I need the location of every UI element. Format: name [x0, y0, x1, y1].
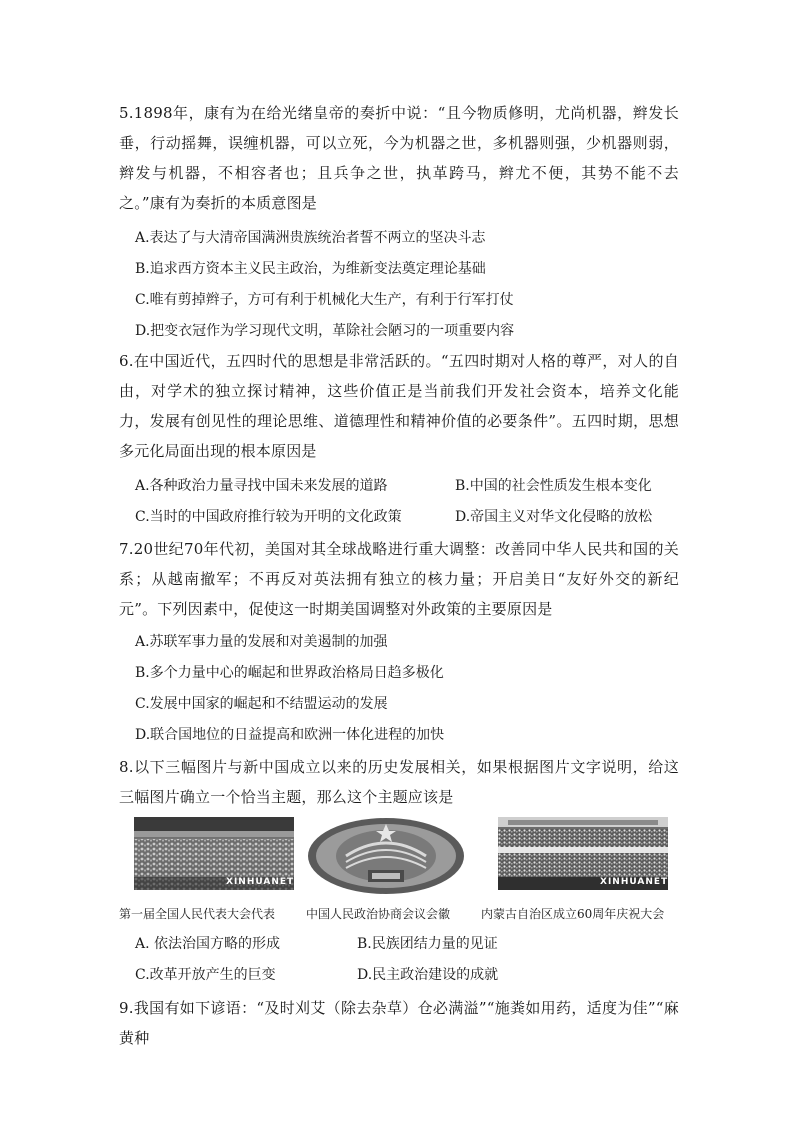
question-7-stem: 7.20世纪70年代初，美国对其全球战略进行重大调整：改善同中华人民共和国的关系；从越南撤军；不再反对英法拥有独立的核力量；开启美日“友好外交的新纪元”。下列因素中，促使这一时期美国调整对外政策的主要原因是: [119, 540, 679, 618]
question-6-stem: 6.在中国近代，五四时代的思想是非常活跃的。“五四时期对人格的尊严，对人的自由，对学术的独立探讨精神，这些价值正是当前我们开发社会资本，培养文化能力，发展有创见性的理论思维、道德理性和精神价值的必要条件”。五四时期，思想多元化局面出现的根本原因是: [119, 352, 679, 460]
question-9-stem: 9.我国有如下谚语：“及时刈艾（除去杂草）仓必满溢”“施粪如用药，适度为佳”“麻黄种: [119, 999, 679, 1047]
question-8-option-b: B.民族团结力量的见证: [357, 936, 498, 952]
question-5-option-d: D.把变衣冠作为学习现代文明，革除社会陋习的一项重要内容: [135, 323, 515, 339]
question-8-stem: 8.以下三幅图片与新中国成立以来的历史发展相关，如果根据图片文字说明，给这三幅图片确立一个恰当主题，那么这个主题应该是: [119, 758, 679, 806]
question-8-option-d: D.民主政治建设的成就: [357, 967, 499, 983]
cppcc-emblem-caption: 中国人民政治协商会议会徽: [306, 907, 451, 921]
npc-delegates-photo: [134, 817, 294, 890]
inner-mongolia-celebration-photo: [498, 817, 668, 890]
question-8-option-a: A. 依法治国方略的形成: [135, 936, 281, 952]
npc-delegates-caption: 第一届全国人民代表大会代表: [119, 907, 276, 921]
question-6-option-a: A.各种政治力量寻找中国未来发展的道路: [135, 478, 388, 494]
question-7-option-b: B.多个力量中心的崛起和世界政治格局日趋多极化: [135, 665, 444, 681]
question-7-option-c: C.发展中国家的崛起和不结盟运动的发展: [135, 696, 388, 712]
celebration-caption: 内蒙古自治区成立60周年庆祝大会: [481, 907, 665, 921]
question-5-option-c: C.唯有剪掉辫子，方可有利于机械化大生产，有利于行军打仗: [135, 292, 514, 308]
question-5-stem: 5.1898年，康有为在给光绪皇帝的奏折中说：“且今物质修明，尤尚机器，辫发长垂，行动摇舞，误缠机器，可以立死，今为机器之世，多机器则强，少机器则弱，辫发与机器，不相容者也；且兵争之世，执革跨马，辫尤不便，其势不能不去之。”康有为奏折的本质意图是: [119, 104, 679, 212]
question-8-option-c: C.改革开放产生的巨变: [135, 967, 276, 983]
npc-photo-watermark: XINHUANET: [226, 877, 294, 887]
question-6-option-c: C.当时的中国政府推行较为开明的文化政策: [135, 509, 402, 525]
question-7-option-d: D.联合国地位的日益提高和欧洲一体化进程的加快: [135, 727, 445, 743]
question-5-option-a: A.表达了与大清帝国满洲贵族统治者誓不两立的坚决斗志: [135, 230, 486, 246]
celebration-photo-watermark: XINHUANET: [600, 877, 668, 887]
cppcc-emblem: [306, 816, 466, 896]
question-6-option-b: B.中国的社会性质发生根本变化: [455, 478, 652, 494]
question-5-option-b: B.追求西方资本主义民主政治，为维新变法奠定理论基础: [135, 261, 486, 277]
question-7-option-a: A.苏联军事力量的发展和对美遏制的加强: [135, 634, 388, 650]
question-6-option-d: D.帝国主义对华文化侵略的放松: [455, 509, 653, 525]
cppcc-emblem-image: [306, 816, 466, 896]
